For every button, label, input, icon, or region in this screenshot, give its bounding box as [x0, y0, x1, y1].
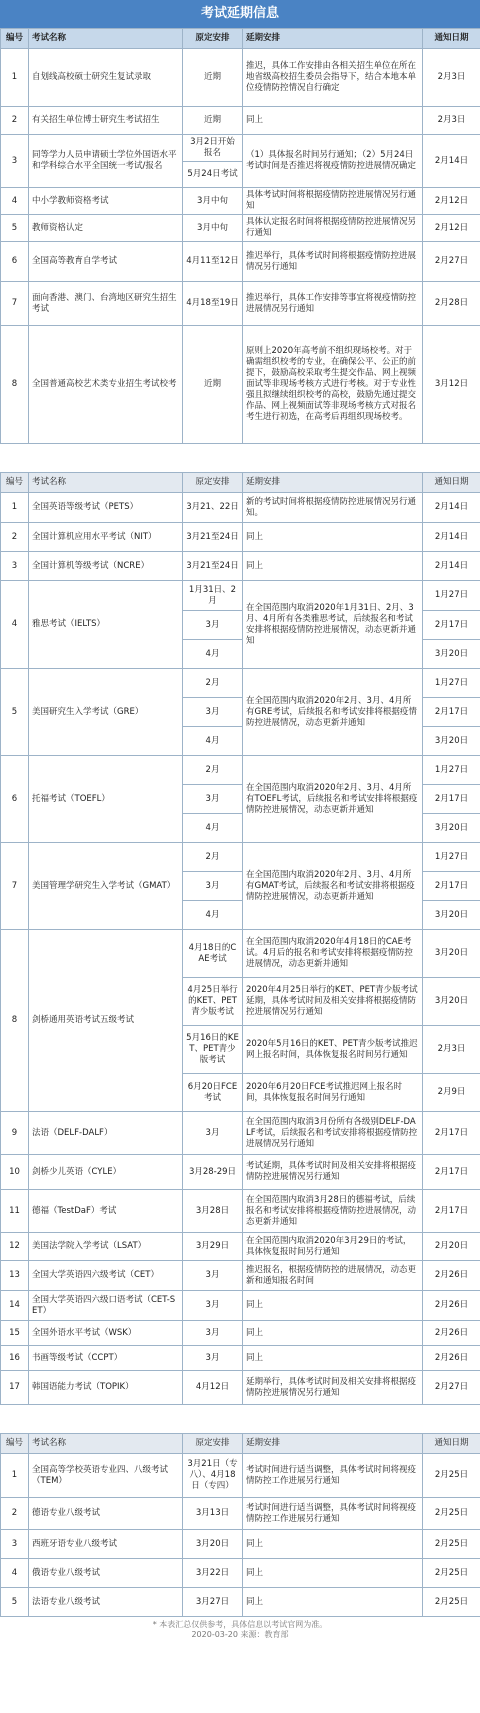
row-no: 2 — [1, 1498, 29, 1530]
row-orig: 4月11至12日 — [183, 242, 243, 282]
row-orig: 3月 — [183, 785, 243, 814]
row-date: 1月27日 — [423, 669, 480, 698]
row-name: 美国管理学研究生入学考试（GMAT） — [29, 843, 183, 930]
row-desc: 新的考试时间将根据疫情防控进展情况另行通知。 — [243, 493, 423, 523]
row-date: 2月20日 — [423, 1233, 480, 1261]
row-desc: 原则上2020年高考前不组织现场校考。对于确需组织校考的专业，在确保公平、公正的前提下，鼓励高校采取考生提交作品、网上视频面试等非现场考核方式进行考核。对于专业性强且拟继续组织校考的高校，鼓励先通过提交作品、网上视频面试等非现场考核方式对报名考生进行初选，在高考后再组织现场校考。 — [243, 326, 423, 444]
row-orig: 3月22日 — [183, 1559, 243, 1588]
row-date: 3月20日 — [423, 930, 480, 978]
row-date: 2月17日 — [423, 1190, 480, 1233]
row-orig: 4月25日举行的KET、PET青少版考试 — [183, 978, 243, 1026]
row-no: 3 — [1, 552, 29, 581]
row-name: 美国研究生入学考试（GRE） — [29, 669, 183, 756]
row-no: 9 — [1, 1112, 29, 1155]
header-date: 通知日期 — [423, 473, 480, 493]
table-row — [1, 188, 480, 215]
row-no: 6 — [1, 756, 29, 843]
table-row — [1, 1233, 480, 1261]
table-row — [1, 242, 480, 282]
row-name: 剑桥少儿英语（CYLE） — [29, 1155, 183, 1190]
row-no: 4 — [1, 581, 29, 669]
row-orig: 3月 — [183, 1321, 243, 1346]
row-desc: 同上 — [243, 523, 423, 552]
table-row — [1, 135, 480, 162]
row-desc: 考试时间进行适当调整，具体考试时间将视疫情防控工作进展另行通知 — [243, 1454, 423, 1498]
row-date: 2月17日 — [423, 698, 480, 727]
row-desc: 2020年5月16日的KET、PET青少版考试推迟网上报名时间，具体恢复报名时间另行通知 — [243, 1026, 423, 1074]
row-no: 3 — [1, 1530, 29, 1559]
row-desc: 2020年6月20日FCE考试推迟网上报名时间，具体恢复报名时间另行通知 — [243, 1074, 423, 1112]
row-orig: 3月29日 — [183, 1233, 243, 1261]
section-gap — [0, 444, 480, 472]
row-orig: 3月 — [183, 611, 243, 640]
row-no: 12 — [1, 1233, 29, 1261]
row-orig: 3月 — [183, 1346, 243, 1371]
row-date: 2月14日 — [423, 135, 480, 188]
row-orig: 3月13日 — [183, 1498, 243, 1530]
row-name: 全国普通高校艺术类专业招生考试校考 — [29, 326, 183, 444]
row-no: 5 — [1, 1588, 29, 1617]
row-no: 1 — [1, 49, 29, 107]
row-orig: 3月20日 — [183, 1530, 243, 1559]
row-name: 雅思考试（IELTS） — [29, 581, 183, 669]
row-date: 3月20日 — [423, 727, 480, 756]
row-no: 3 — [1, 135, 29, 188]
row-name: 全国外语水平考试（WSK） — [29, 1321, 183, 1346]
row-no: 10 — [1, 1155, 29, 1190]
row-name: 托福考试（TOEFL） — [29, 756, 183, 843]
row-desc: 具体考试时间将根据疫情防控进展情况另行通知 — [243, 188, 423, 215]
row-orig: 近期 — [183, 107, 243, 135]
row-date: 2月25日 — [423, 1588, 480, 1617]
header-date: 通知日期 — [423, 29, 480, 49]
row-date: 2月17日 — [423, 611, 480, 640]
row-name: 面向香港、澳门、台湾地区研究生招生考试 — [29, 282, 183, 326]
table-row — [1, 1155, 480, 1190]
row-orig: 2月 — [183, 756, 243, 785]
row-date: 1月27日 — [423, 756, 480, 785]
table-row — [1, 1190, 480, 1233]
row-name: 德福（TestDaF）考试 — [29, 1190, 183, 1233]
row-name: 德语专业八级考试 — [29, 1498, 183, 1530]
row-date: 2月28日 — [423, 282, 480, 326]
row-desc: 同上 — [243, 1321, 423, 1346]
row-name: 美国法学院入学考试（LSAT） — [29, 1233, 183, 1261]
row-no: 15 — [1, 1321, 29, 1346]
row-no: 14 — [1, 1291, 29, 1321]
table-row — [1, 1530, 480, 1559]
row-name: 全国计算机应用水平考试（NIT） — [29, 523, 183, 552]
row-date: 3月20日 — [423, 978, 480, 1026]
row-date: 2月12日 — [423, 188, 480, 215]
row-desc: 考试时间进行适当调整，具体考试时间将视疫情防控工作进展另行通知 — [243, 1498, 423, 1530]
row-name: 全国高等学校英语专业四、八级考试（TEM） — [29, 1454, 183, 1498]
row-no: 17 — [1, 1371, 29, 1405]
row-desc: 考试延期，具体考试时间及相关安排将根据疫情防控进展情况另行通知 — [243, 1155, 423, 1190]
table-row — [1, 843, 480, 872]
row-date: 2月25日 — [423, 1454, 480, 1498]
row-date: 2月17日 — [423, 785, 480, 814]
row-orig: 6月20日FCE考试 — [183, 1074, 243, 1112]
row-no: 11 — [1, 1190, 29, 1233]
row-no: 5 — [1, 215, 29, 242]
row-name: 法语专业八级考试 — [29, 1588, 183, 1617]
row-desc: 在全国范围内取消2020年4月18日的CAE考试。4月后的报名和考试安排将根据疫情防控进展情况，动态更新并通知 — [243, 930, 423, 978]
row-desc: 在全国范围内取消2020年2月、3月、4月所有GMAT考试，后续报名和考试安排将根据疫情防控进展情况，动态更新并通知 — [243, 843, 423, 930]
header-orig: 原定安排 — [183, 1434, 243, 1454]
row-no: 8 — [1, 930, 29, 1112]
table-row — [1, 1559, 480, 1588]
row-desc: 2020年4月25日举行的KET、PET青少版考试延期，具体考试时间及相关安排将根据疫情防控进展情况另行通知 — [243, 978, 423, 1026]
table-row — [1, 1261, 480, 1291]
row-orig: 3月 — [183, 698, 243, 727]
header-name: 考试名称 — [29, 473, 183, 493]
row-date: 2月26日 — [423, 1261, 480, 1291]
row-desc: 推迟报名，根据疫情防控的进展情况，动态更新和通知报名时间 — [243, 1261, 423, 1291]
footer-note: * 本表汇总仅供参考，具体信息以考试官网为准。 — [152, 1620, 328, 1629]
row-no: 4 — [1, 188, 29, 215]
row-name: 全国计算机等级考试（NCRE） — [29, 552, 183, 581]
row-no: 4 — [1, 1559, 29, 1588]
table-row — [1, 282, 480, 326]
row-date: 2月14日 — [423, 493, 480, 523]
row-no: 6 — [1, 242, 29, 282]
row-orig: 3月 — [183, 1261, 243, 1291]
row-desc: 在全国范围内取消3月份所有各级别DELF-DALF考试，后续报名和考试安排将根据疫情防控进展情况另行通知 — [243, 1112, 423, 1155]
table-row — [1, 1588, 480, 1617]
row-desc: 同上 — [243, 107, 423, 135]
row-name: 全国英语等级考试（PETS） — [29, 493, 183, 523]
row-date: 3月12日 — [423, 326, 480, 444]
table-header-row — [1, 29, 480, 49]
table-row — [1, 1112, 480, 1155]
row-date: 2月26日 — [423, 1321, 480, 1346]
row-orig: 3月21至24日 — [183, 552, 243, 581]
table-header-row — [1, 1434, 480, 1454]
header-desc: 延期安排 — [243, 1434, 423, 1454]
row-name: 中小学教师资格考试 — [29, 188, 183, 215]
header-name: 考试名称 — [29, 1434, 183, 1454]
row-desc: 在全国范围内取消2020年3月29日的考试，具体恢复报时间另行通知 — [243, 1233, 423, 1261]
row-date: 2月27日 — [423, 1371, 480, 1405]
row-orig: 3月28-29日 — [183, 1155, 243, 1190]
row-date: 2月27日 — [423, 242, 480, 282]
row-name: 自划线高校硕士研究生复试录取 — [29, 49, 183, 107]
section3-table — [0, 1433, 480, 1617]
row-orig: 3月中旬 — [183, 215, 243, 242]
row-desc: 推迟，具体工作安排由各相关招生单位在所在地省级高校招生委员会指导下，结合本地本单位疫情防控情况自行确定 — [243, 49, 423, 107]
row-orig: 4月12日 — [183, 1371, 243, 1405]
footer-source: 2020-03-20 来源：教育部 — [191, 1630, 289, 1639]
row-name: 全国大学英语四六级口语考试（CET-SET） — [29, 1291, 183, 1321]
header-orig: 原定安排 — [183, 473, 243, 493]
row-desc: 同上 — [243, 1530, 423, 1559]
table-header-row — [1, 473, 480, 493]
row-desc: （1）具体报名时间另行通知；（2）5月24日考试时间是否推迟将视疫情防控进展情况确定 — [243, 135, 423, 188]
table-row — [1, 107, 480, 135]
table-row — [1, 326, 480, 444]
row-orig: 3月21、22日 — [183, 493, 243, 523]
table-row — [1, 756, 480, 785]
row-orig: 3月21至24日 — [183, 523, 243, 552]
header-no: 编号 — [1, 1434, 29, 1454]
row-name: 有关招生单位博士研究生考试招生 — [29, 107, 183, 135]
row-orig: 3月27日 — [183, 1588, 243, 1617]
section-gap — [0, 1405, 480, 1433]
row-no: 7 — [1, 843, 29, 930]
row-desc: 同上 — [243, 552, 423, 581]
table-row — [1, 1371, 480, 1405]
row-no: 7 — [1, 282, 29, 326]
table-row — [1, 552, 480, 581]
header-name: 考试名称 — [29, 29, 183, 49]
row-orig: 4月18日的CAE考试 — [183, 930, 243, 978]
row-date: 2月17日 — [423, 1112, 480, 1155]
row-orig: 3月2日开始报名 — [183, 135, 243, 162]
table-row — [1, 215, 480, 242]
header-date: 通知日期 — [423, 1434, 480, 1454]
section2-table — [0, 472, 480, 1405]
row-date: 2月25日 — [423, 1530, 480, 1559]
row-orig: 近期 — [183, 326, 243, 444]
row-no: 1 — [1, 493, 29, 523]
table-row — [1, 581, 480, 611]
row-orig: 4月 — [183, 640, 243, 669]
row-desc: 在全国范围内取消3月28日的德福考试，后续报名和考试安排将根据疫情防控进展情况，动态更新并通知 — [243, 1190, 423, 1233]
table-row — [1, 1291, 480, 1321]
row-orig: 5月16日的KET、PET青少版考试 — [183, 1026, 243, 1074]
row-date: 2月25日 — [423, 1498, 480, 1530]
row-no: 13 — [1, 1261, 29, 1291]
row-date: 2月26日 — [423, 1346, 480, 1371]
row-date: 2月3日 — [423, 107, 480, 135]
row-orig: 4月 — [183, 901, 243, 930]
row-name: 韩国语能力考试（TOPIK） — [29, 1371, 183, 1405]
header-no: 编号 — [1, 29, 29, 49]
row-orig: 3月中旬 — [183, 188, 243, 215]
row-date: 2月17日 — [423, 872, 480, 901]
row-name: 全国高等教育自学考试 — [29, 242, 183, 282]
row-date: 1月27日 — [423, 581, 480, 611]
row-desc: 推迟举行，具体工作安排等事宜将视疫情防控进展情况另行通知 — [243, 282, 423, 326]
row-date: 2月14日 — [423, 552, 480, 581]
row-no: 16 — [1, 1346, 29, 1371]
row-orig: 3月28日 — [183, 1190, 243, 1233]
row-orig: 3月 — [183, 1291, 243, 1321]
row-desc: 同上 — [243, 1291, 423, 1321]
table-row — [1, 669, 480, 698]
row-no: 1 — [1, 1454, 29, 1498]
row-name: 俄语专业八级考试 — [29, 1559, 183, 1588]
row-orig: 4月18至19日 — [183, 282, 243, 326]
row-name: 书画等级考试（CCPT） — [29, 1346, 183, 1371]
row-name: 西班牙语专业八级考试 — [29, 1530, 183, 1559]
row-date: 2月26日 — [423, 1291, 480, 1321]
row-desc: 推迟举行，具体考试时间将根据疫情防控进展情况另行通知 — [243, 242, 423, 282]
row-name: 全国大学英语四六级考试（CET） — [29, 1261, 183, 1291]
row-orig: 5月24日考试 — [183, 162, 243, 188]
row-name: 教师资格认定 — [29, 215, 183, 242]
row-desc: 在全国范围内取消2020年2月、3月、4月所有GRE考试，后续报名和考试安排将根据疫情防控进展情况，动态更新并通知 — [243, 669, 423, 756]
row-date: 2月17日 — [423, 1155, 480, 1190]
table-row — [1, 493, 480, 523]
row-orig: 1月31日、2月 — [183, 581, 243, 611]
row-name: 法语（DELF-DALF） — [29, 1112, 183, 1155]
row-date: 2月14日 — [423, 523, 480, 552]
row-orig: 2月 — [183, 669, 243, 698]
table-row — [1, 1454, 480, 1498]
row-orig: 4月 — [183, 727, 243, 756]
row-orig: 4月 — [183, 814, 243, 843]
footer — [0, 1617, 480, 1640]
row-date: 3月20日 — [423, 814, 480, 843]
row-desc: 具体认定报名时间将根据疫情防控进展情况另行通知 — [243, 215, 423, 242]
row-orig: 3月 — [183, 872, 243, 901]
row-orig: 2月 — [183, 843, 243, 872]
row-name: 剑桥通用英语考试五级考试 — [29, 930, 183, 1112]
table-row — [1, 49, 480, 107]
row-date: 2月9日 — [423, 1074, 480, 1112]
row-orig: 近期 — [183, 49, 243, 107]
section1-table — [0, 28, 480, 444]
row-orig: 3月21日（专八）、4月18日（专四） — [183, 1454, 243, 1498]
table-row — [1, 523, 480, 552]
row-date: 2月12日 — [423, 215, 480, 242]
header-no: 编号 — [1, 473, 29, 493]
table-row — [1, 930, 480, 978]
row-orig: 3月 — [183, 1112, 243, 1155]
row-date: 3月20日 — [423, 640, 480, 669]
row-desc: 同上 — [243, 1346, 423, 1371]
table-row — [1, 1321, 480, 1346]
row-desc: 同上 — [243, 1588, 423, 1617]
row-no: 2 — [1, 523, 29, 552]
header-desc: 延期安排 — [243, 473, 423, 493]
header-orig: 原定安排 — [183, 29, 243, 49]
row-date: 3月20日 — [423, 901, 480, 930]
table-row — [1, 1346, 480, 1371]
row-date: 2月3日 — [423, 49, 480, 107]
table-row — [1, 1498, 480, 1530]
row-date: 2月25日 — [423, 1559, 480, 1588]
row-name: 同等学力人员申请硕士学位外国语水平和学科综合水平全国统一考试/报名 — [29, 135, 183, 188]
header-desc: 延期安排 — [243, 29, 423, 49]
row-date: 2月3日 — [423, 1026, 480, 1074]
row-desc: 在全国范围内取消2020年1月31日、2月、3月、4月所有各类雅思考试，后续报名和考试安排将根据疫情防控进展情况，动态更新并通知 — [243, 581, 423, 669]
row-desc: 同上 — [243, 1559, 423, 1588]
row-no: 8 — [1, 326, 29, 444]
row-desc: 延期举行，具体考试时间及相关安排将根据疫情防控进展情况另行通知 — [243, 1371, 423, 1405]
row-date: 1月27日 — [423, 843, 480, 872]
row-desc: 在全国范围内取消2020年2月、3月、4月所有TOEFL考试，后续报名和考试安排将根据疫情防控进展情况，动态更新并通知 — [243, 756, 423, 843]
row-no: 2 — [1, 107, 29, 135]
page-title: 考试延期信息 — [0, 0, 480, 28]
row-no: 5 — [1, 669, 29, 756]
